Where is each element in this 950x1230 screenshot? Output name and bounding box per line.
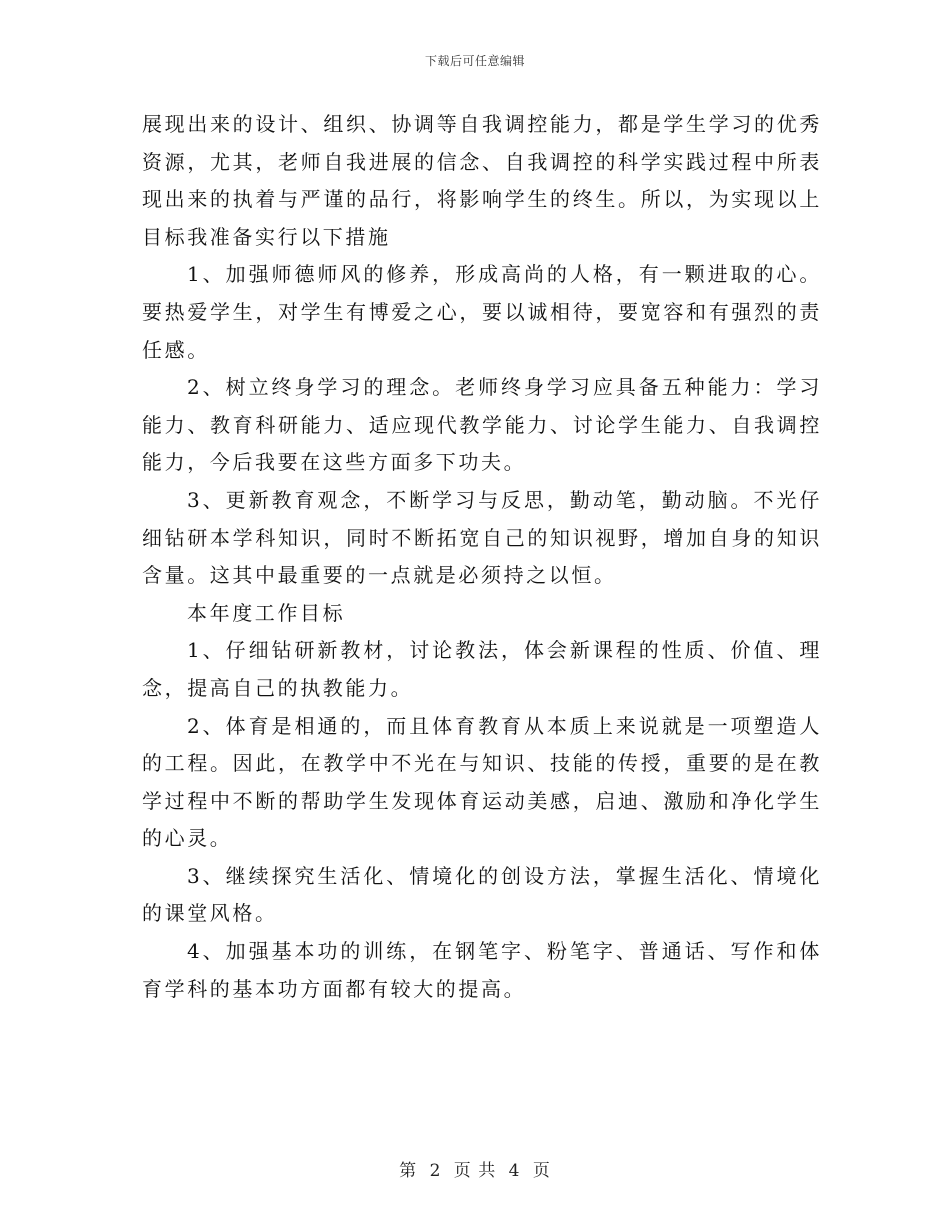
paragraph-measure-2: 2、树立终身学习的理念。老师终身学习应具备五种能力：学习能力、教育科研能力、适应现代教学能力、讨论学生能力、自我调控能力，今后我要在这些方面多下功夫。 xyxy=(142,375,822,475)
paragraph-goal-1: 1、仔细钻研新教材，讨论教法，体会新课程的性质、价值、理念，提高自己的执教能力。 xyxy=(142,638,822,700)
paragraph-goal-4: 4、加强基本功的训练，在钢笔字、粉笔字、普通话、写作和体育学科的基本功方面都有较大的提高。 xyxy=(142,939,822,1001)
paragraph-measure-3: 3、更新教育观念，不断学习与反思，勤动笔，勤动脑。不光仔细钻研本学科知识，同时不断拓宽自己的知识视野，增加自身的知识含量。这其中最重要的一点就是必须持之以恒。 xyxy=(142,487,822,588)
document-body xyxy=(142,106,822,1008)
footer-total-pages: 4 xyxy=(508,1161,521,1181)
footer-middle: 页 共 xyxy=(453,1161,497,1181)
page-header: 下载后可任意编辑 xyxy=(424,54,525,68)
page-footer xyxy=(0,1156,950,1181)
paragraph-goal-2: 2、体育是相通的，而且体育教育从本质上来说就是一项塑造人的工程。因此，在教学中不光在与知识、技能的传授，重要的是在教学过程中不断的帮助学生发现体育运动美感，启迪、激励和净化学生的心灵。 xyxy=(142,713,822,851)
footer-suffix: 页 xyxy=(532,1161,551,1181)
paragraph-intro: 展现出来的设计、组织、协调等自我调控能力，都是学生学习的优秀资源，尤其，老师自我进展的信念、自我调控的科学实践过程中所表现出来的执着与严谨的品行，将影响学生的终生。所以，为实现以上目标我准备实行以下措施 xyxy=(142,112,822,249)
footer-prefix: 第 xyxy=(399,1161,418,1181)
paragraph-measure-1: 1、加强师德师风的修养，形成高尚的人格，有一颗进取的心。要热爱学生，对学生有博爱之心，要以诚相待，要宽容和有强烈的责任感。 xyxy=(142,262,822,362)
paragraph-goal-3: 3、继续探究生活化、情境化的创设方法，掌握生活化、情境化的课堂风格。 xyxy=(142,863,822,926)
footer-page-number: 2 xyxy=(429,1161,442,1181)
section-heading: 本年度工作目标 xyxy=(187,600,346,625)
